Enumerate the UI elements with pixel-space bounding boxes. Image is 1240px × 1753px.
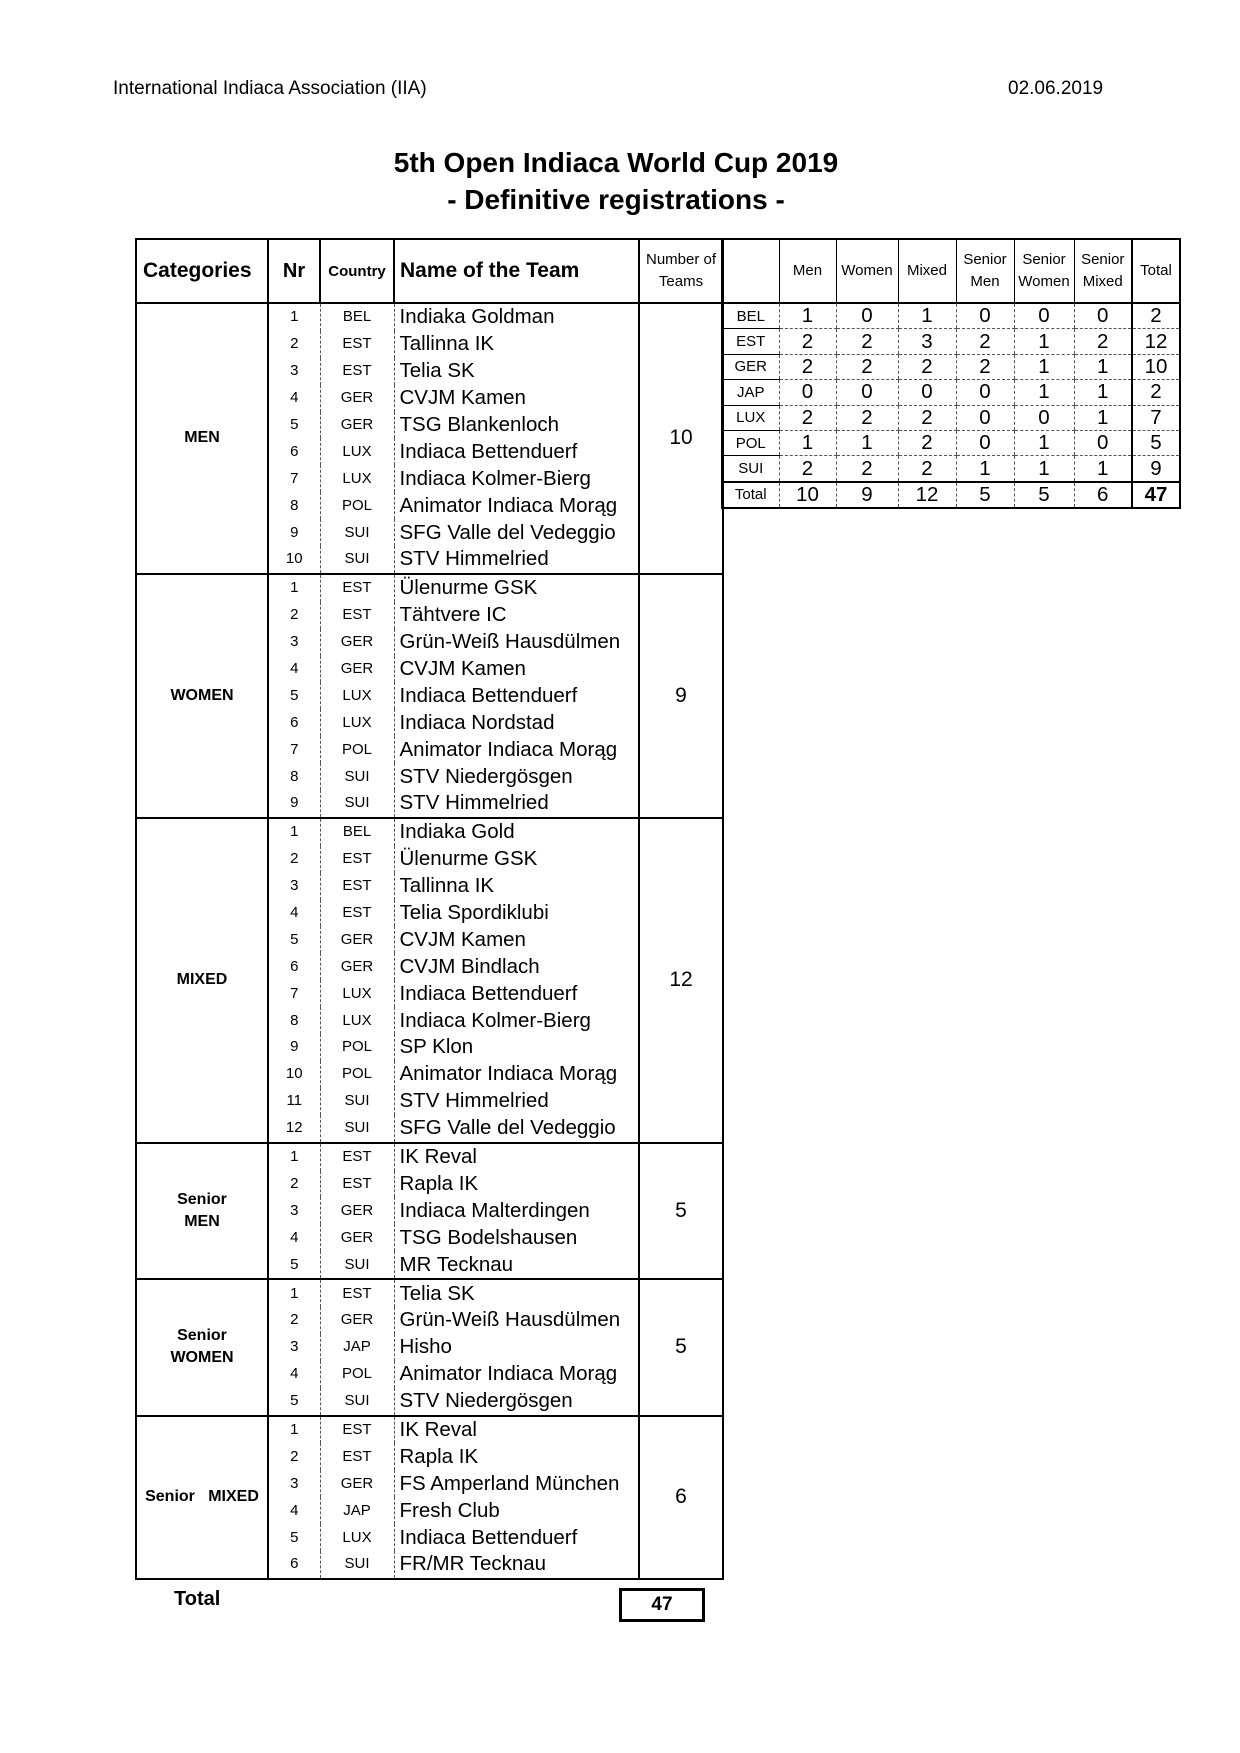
- team-country: POL: [320, 1361, 394, 1388]
- team-nr: 5: [290, 686, 299, 704]
- summary-value: 10: [779, 482, 836, 508]
- summary-value: 5: [956, 482, 1014, 508]
- summary-value: 2: [898, 405, 956, 430]
- team-row: [136, 818, 723, 846]
- team-name: Indiaca Bettenduerf: [394, 438, 639, 465]
- team-name: Indiaca Bettenduerf: [394, 1524, 639, 1551]
- team-nr: 4: [290, 1501, 299, 1519]
- summary-value: 0: [898, 380, 956, 405]
- summary-value: 2: [779, 405, 836, 430]
- team-nr: 9: [290, 1038, 299, 1056]
- summary-value: 5: [1132, 430, 1180, 455]
- team-nr: 6: [268, 1551, 320, 1579]
- team-nr: 5: [290, 930, 299, 948]
- summary-header-label: Total: [1140, 262, 1172, 279]
- header-number-line2: Teams: [658, 273, 704, 290]
- summary-value: 0: [836, 303, 898, 329]
- page-subtitle: - Definitive registrations -: [447, 184, 785, 215]
- team-nr: 8: [290, 496, 299, 514]
- summary-value: 2: [779, 354, 836, 379]
- summary-value: 1: [1014, 354, 1074, 379]
- summary-total-row: [722, 482, 1180, 508]
- summary-header-label: Senior: [963, 251, 1007, 268]
- team-name: Telia Spordiklubi: [394, 900, 639, 927]
- summary-row: [722, 430, 1180, 455]
- summary-value: 0: [956, 303, 1014, 329]
- team-name: MR Tecknau: [394, 1251, 639, 1279]
- team-name: Indiaca Kolmer-Bierg: [394, 465, 639, 492]
- team-country: LUX: [320, 980, 394, 1007]
- category-cell: [136, 1143, 268, 1279]
- summary-value: 1: [1074, 380, 1132, 405]
- category-label: Senior: [177, 1327, 227, 1345]
- summary-value: 1: [1014, 380, 1074, 405]
- team-nr: 2: [290, 1174, 299, 1192]
- team-nr: 1: [290, 823, 299, 841]
- header-number-line1: Number of: [645, 251, 717, 268]
- team-nr: 2: [290, 606, 299, 624]
- category-cell: [136, 574, 268, 818]
- summary-value: 1: [836, 430, 898, 455]
- summary-country: BEL: [722, 303, 779, 329]
- summary-header-cell: [836, 239, 898, 303]
- team-name: TSG Bodelshausen: [394, 1224, 639, 1251]
- team-count: 6: [639, 1416, 723, 1579]
- team-name: IK Reval: [394, 1416, 639, 1444]
- team-country: EST: [320, 574, 394, 602]
- summary-header-cell: [898, 239, 956, 303]
- team-name: Indiaka Gold: [394, 818, 639, 846]
- team-nr: 1: [290, 308, 299, 326]
- registrations-body: [136, 303, 723, 1579]
- summary-value: 2: [956, 329, 1014, 354]
- team-country: EST: [320, 602, 394, 629]
- team-country: GER: [320, 412, 394, 439]
- team-country: EST: [320, 1171, 394, 1198]
- summary-header-cell: [956, 239, 1014, 303]
- team-count: 5: [639, 1143, 723, 1279]
- header-team-name: Name of the Team: [394, 239, 639, 303]
- team-nr: 8: [290, 1011, 299, 1029]
- summary-value: 10: [1132, 354, 1180, 379]
- summary-value: 0: [1074, 430, 1132, 455]
- team-country: EST: [320, 846, 394, 873]
- team-name: Telia SK: [394, 1279, 639, 1307]
- summary-value: 0: [1014, 303, 1074, 329]
- summary-body: [722, 303, 1180, 508]
- team-country: GER: [320, 1307, 394, 1334]
- team-country: EST: [320, 1143, 394, 1171]
- team-name: SFG Valle del Vedeggio: [394, 519, 639, 546]
- team-country: POL: [320, 492, 394, 519]
- team-name: Animator Indiaca Morąg: [394, 492, 639, 519]
- team-country: GER: [320, 629, 394, 656]
- organization-name: International Indiaca Association (IIA): [113, 78, 427, 99]
- team-name: SP Klon: [394, 1034, 639, 1061]
- team-country: JAP: [320, 1497, 394, 1524]
- summary-value: 0: [779, 380, 836, 405]
- team-country: EST: [320, 1279, 394, 1307]
- team-name: Grün-Weiß Hausdülmen: [394, 1307, 639, 1334]
- summary-value: 5: [1014, 482, 1074, 508]
- team-name: STV Himmelried: [394, 546, 639, 574]
- team-country: GER: [320, 656, 394, 683]
- summary-value: 0: [836, 380, 898, 405]
- summary-header-cell: [1132, 239, 1180, 303]
- team-nr: 5: [268, 1251, 320, 1279]
- country-summary-table: [721, 238, 1181, 509]
- summary-country: JAP: [722, 380, 779, 405]
- summary-header-label: Men: [970, 273, 1000, 290]
- team-nr: 10: [285, 1065, 303, 1083]
- team-name: Telia SK: [394, 358, 639, 385]
- category-label: Senior MIXED: [145, 1488, 259, 1506]
- summary-value: 1: [1014, 456, 1074, 482]
- summary-country: GER: [722, 354, 779, 379]
- team-country: SUI: [320, 1388, 394, 1416]
- category-label: Senior: [177, 1190, 227, 1208]
- summary-value: 1: [779, 430, 836, 455]
- summary-value: 2: [1074, 329, 1132, 354]
- category-label: WOMEN: [170, 1349, 234, 1367]
- category-label: MEN: [184, 1212, 220, 1230]
- team-nr: 1: [290, 1284, 299, 1302]
- team-nr: 5: [290, 1528, 299, 1546]
- team-nr: 8: [290, 767, 299, 785]
- team-country: GER: [320, 953, 394, 980]
- summary-value: 2: [779, 456, 836, 482]
- team-nr: 12: [268, 1115, 320, 1143]
- summary-value: 2: [836, 354, 898, 379]
- summary-value: 2: [898, 430, 956, 455]
- team-country: LUX: [320, 465, 394, 492]
- team-name: Animator Indiaca Morąg: [394, 1361, 639, 1388]
- team-name: Indiaca Kolmer-Bierg: [394, 1007, 639, 1034]
- team-country: GER: [320, 1197, 394, 1224]
- team-name: STV Himmelried: [394, 790, 639, 818]
- summary-header-label: Mixed: [1082, 273, 1123, 290]
- category-label: WOMEN: [170, 686, 234, 704]
- team-name: STV Niedergösgen: [394, 763, 639, 790]
- header-number-of-teams: [639, 239, 723, 303]
- team-nr: 6: [290, 957, 299, 975]
- team-name: SFG Valle del Vedeggio: [394, 1115, 639, 1143]
- summary-country: EST: [722, 329, 779, 354]
- team-country: EST: [320, 900, 394, 927]
- summary-value: 0: [956, 430, 1014, 455]
- team-nr: 3: [290, 1201, 299, 1219]
- team-name: Ülenurme GSK: [394, 574, 639, 602]
- team-country: JAP: [320, 1334, 394, 1361]
- team-country: SUI: [320, 790, 394, 818]
- team-nr: 2: [290, 1447, 299, 1465]
- team-name: Hisho: [394, 1334, 639, 1361]
- summary-header-label: Women: [841, 262, 893, 279]
- team-row: [136, 1416, 723, 1444]
- team-nr: 4: [290, 1228, 299, 1246]
- summary-value: 9: [836, 482, 898, 508]
- team-nr: 7: [290, 740, 299, 758]
- team-name: Indiaka Goldman: [394, 303, 639, 331]
- team-country: SUI: [320, 519, 394, 546]
- grand-total-label: Total: [174, 1588, 221, 1610]
- team-name: TSG Blankenloch: [394, 412, 639, 439]
- team-row: [136, 1143, 723, 1171]
- header-country: Country: [320, 239, 394, 303]
- team-nr: 6: [290, 442, 299, 460]
- summary-value: 3: [898, 329, 956, 354]
- team-country: GER: [320, 385, 394, 412]
- team-country: SUI: [320, 1251, 394, 1279]
- team-country: BEL: [320, 303, 394, 331]
- summary-value: 1: [1014, 430, 1074, 455]
- team-nr: 3: [290, 1474, 299, 1492]
- summary-value: 1: [779, 303, 836, 329]
- team-country: LUX: [320, 709, 394, 736]
- summary-value: 47: [1132, 482, 1180, 508]
- team-country: SUI: [320, 546, 394, 574]
- summary-row: [722, 380, 1180, 405]
- team-name: CVJM Bindlach: [394, 953, 639, 980]
- summary-value: 1: [1074, 456, 1132, 482]
- team-country: BEL: [320, 818, 394, 846]
- team-nr: 9: [268, 790, 320, 818]
- summary-header-blank: [722, 239, 779, 303]
- team-nr: 3: [290, 633, 299, 651]
- team-name: STV Himmelried: [394, 1088, 639, 1115]
- header-categories: Categories: [136, 239, 268, 303]
- summary-row: [722, 456, 1180, 482]
- team-nr: 5: [290, 416, 299, 433]
- summary-value: 1: [1074, 354, 1132, 379]
- summary-country: POL: [722, 430, 779, 455]
- team-nr: 3: [290, 1338, 299, 1356]
- team-country: LUX: [320, 1007, 394, 1034]
- team-name: Indiaca Malterdingen: [394, 1197, 639, 1224]
- summary-value: 1: [898, 303, 956, 329]
- summary-value: 2: [956, 354, 1014, 379]
- team-nr: 3: [290, 877, 299, 895]
- summary-header-label: Mixed: [906, 262, 947, 279]
- summary-value: 2: [1132, 380, 1180, 405]
- summary-row: [722, 329, 1180, 354]
- team-country: LUX: [320, 1524, 394, 1551]
- summary-value: 0: [1014, 405, 1074, 430]
- team-nr: 4: [290, 389, 299, 407]
- summary-header-cell: [1014, 239, 1074, 303]
- team-name: IK Reval: [394, 1143, 639, 1171]
- team-country: GER: [320, 1470, 394, 1497]
- team-name: Animator Indiaca Morąg: [394, 1061, 639, 1088]
- summary-value: 2: [836, 405, 898, 430]
- team-country: EST: [320, 1443, 394, 1470]
- team-name: Rapla IK: [394, 1171, 639, 1198]
- summary-row: [722, 405, 1180, 430]
- team-row: [136, 1279, 723, 1307]
- team-nr: 2: [290, 850, 299, 868]
- summary-value: 0: [956, 405, 1014, 430]
- summary-header-label: Senior: [1022, 251, 1066, 268]
- team-country: POL: [320, 1061, 394, 1088]
- summary-value: 1: [1074, 405, 1132, 430]
- summary-value: 2: [779, 329, 836, 354]
- summary-value: 2: [836, 329, 898, 354]
- team-name: CVJM Kamen: [394, 385, 639, 412]
- page-title: 5th Open Indiaca World Cup 2019: [393, 147, 839, 178]
- team-count: 9: [639, 574, 723, 818]
- team-name: Grün-Weiß Hausdülmen: [394, 629, 639, 656]
- team-row: [136, 574, 723, 602]
- team-country: SUI: [320, 1115, 394, 1143]
- team-name: Tallinna IK: [394, 873, 639, 900]
- team-name: STV Niedergösgen: [394, 1388, 639, 1416]
- team-nr: 4: [290, 1365, 299, 1383]
- team-name: Indiaca Nordstad: [394, 709, 639, 736]
- team-count: 10: [639, 303, 723, 574]
- summary-value: 12: [1132, 329, 1180, 354]
- team-nr: 11: [286, 1092, 303, 1110]
- team-count: 12: [639, 818, 723, 1143]
- header-nr: Nr: [268, 239, 320, 303]
- summary-header-cell: [779, 239, 836, 303]
- summary-country: LUX: [722, 405, 779, 430]
- document-date: 02.06.2019: [1008, 78, 1104, 99]
- summary-value: 2: [836, 456, 898, 482]
- team-name: Indiaca Bettenduerf: [394, 682, 639, 709]
- team-nr: 10: [268, 546, 320, 574]
- team-country: EST: [320, 358, 394, 385]
- grand-total-value: 47: [619, 1588, 705, 1622]
- registrations-header-row: [136, 239, 723, 303]
- team-country: SUI: [320, 763, 394, 790]
- team-nr: 3: [290, 362, 299, 380]
- summary-value: 12: [898, 482, 956, 508]
- category-cell: [136, 818, 268, 1143]
- summary-value: 0: [1074, 303, 1132, 329]
- team-name: CVJM Kamen: [394, 926, 639, 953]
- team-nr: 9: [290, 523, 299, 541]
- team-nr: 4: [290, 660, 299, 678]
- summary-value: 1: [1014, 329, 1074, 354]
- summary-value: 2: [898, 456, 956, 482]
- team-nr: 4: [290, 904, 299, 922]
- team-country: LUX: [320, 438, 394, 465]
- team-nr: 2: [290, 335, 299, 353]
- team-country: EST: [320, 1416, 394, 1444]
- summary-value: 6: [1074, 482, 1132, 508]
- team-name: FS Amperland München: [394, 1470, 639, 1497]
- team-name: CVJM Kamen: [394, 656, 639, 683]
- team-nr: 1: [290, 1420, 299, 1438]
- team-country: EST: [320, 873, 394, 900]
- registrations-table: [135, 238, 724, 1580]
- team-nr: 7: [290, 984, 299, 1002]
- team-nr: 7: [290, 469, 299, 487]
- summary-country: SUI: [722, 456, 779, 482]
- team-name: Ülenurme GSK: [394, 846, 639, 873]
- team-count: 5: [639, 1279, 723, 1415]
- category-cell: [136, 303, 268, 574]
- team-country: POL: [320, 1034, 394, 1061]
- team-nr: 6: [290, 713, 299, 731]
- team-name: FR/MR Tecknau: [394, 1551, 639, 1579]
- summary-row: [722, 354, 1180, 379]
- summary-country: Total: [722, 482, 779, 508]
- team-nr: 1: [290, 1148, 299, 1166]
- team-country: LUX: [320, 682, 394, 709]
- summary-header-cell: [1074, 239, 1132, 303]
- category-cell: [136, 1279, 268, 1415]
- summary-value: 0: [956, 380, 1014, 405]
- team-nr: 1: [290, 579, 299, 597]
- category-cell: [136, 1416, 268, 1579]
- team-country: EST: [320, 331, 394, 358]
- team-country: POL: [320, 736, 394, 763]
- summary-header-row: [722, 239, 1180, 303]
- team-name: Animator Indiaca Morąg: [394, 736, 639, 763]
- team-nr: 5: [268, 1388, 320, 1416]
- team-name: Tähtvere IC: [394, 602, 639, 629]
- summary-value: 2: [1132, 303, 1180, 329]
- team-name: Rapla IK: [394, 1443, 639, 1470]
- summary-header-label: Women: [1018, 273, 1070, 290]
- summary-row: [722, 303, 1180, 329]
- summary-value: 7: [1132, 405, 1180, 430]
- summary-header-label: Men: [792, 262, 823, 279]
- team-name: Tallinna IK: [394, 331, 639, 358]
- team-country: SUI: [320, 1088, 394, 1115]
- team-name: Fresh Club: [394, 1497, 639, 1524]
- category-label: MIXED: [176, 971, 228, 989]
- category-label: MEN: [184, 429, 220, 447]
- team-country: SUI: [320, 1551, 394, 1579]
- team-country: GER: [320, 926, 394, 953]
- team-row: [136, 303, 723, 331]
- team-country: GER: [320, 1224, 394, 1251]
- summary-header-label: Senior: [1081, 251, 1125, 268]
- team-name: Indiaca Bettenduerf: [394, 980, 639, 1007]
- summary-value: 9: [1132, 456, 1180, 482]
- team-nr: 2: [290, 1311, 299, 1329]
- summary-value: 1: [956, 456, 1014, 482]
- summary-value: 2: [898, 354, 956, 379]
